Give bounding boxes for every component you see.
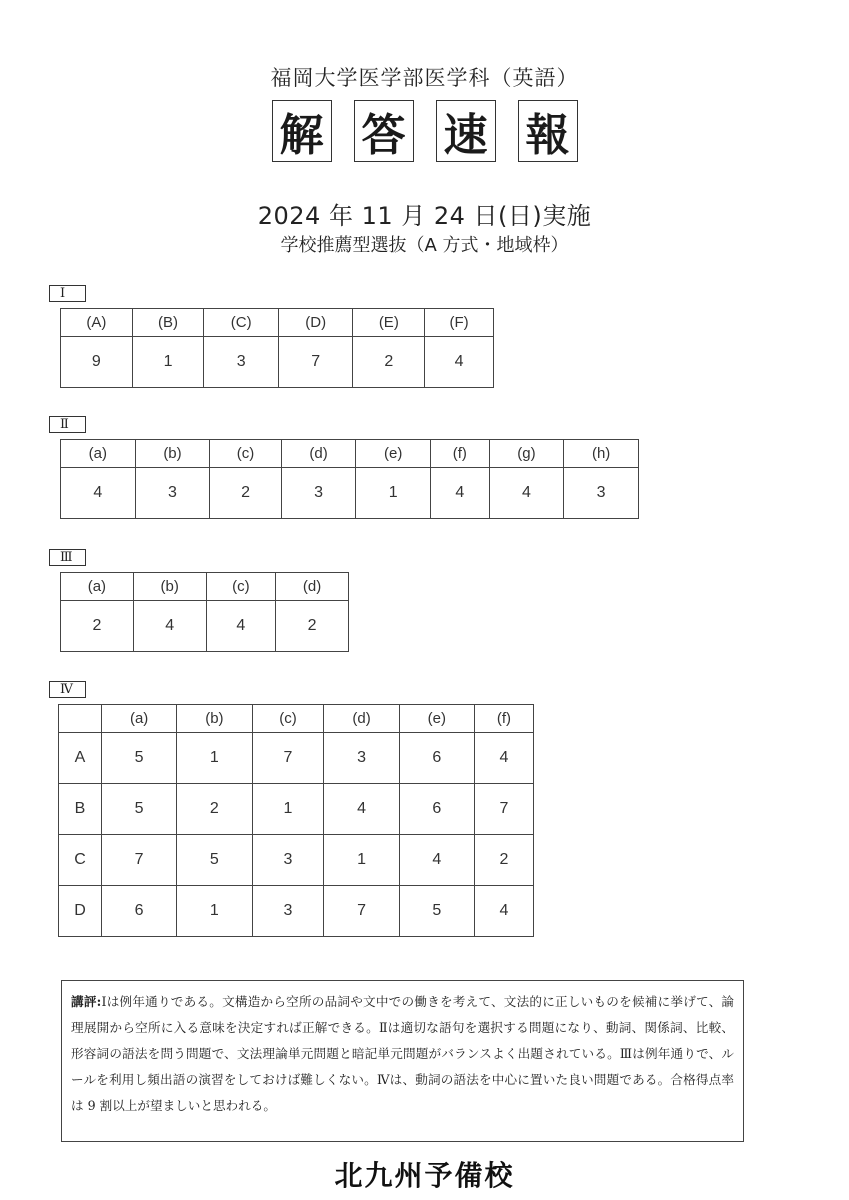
table-answer-row (61, 337, 494, 388)
section-2-label: Ⅱ (49, 416, 86, 433)
question-header: (F) (425, 309, 494, 337)
headline-char: 速 (436, 100, 496, 162)
answer-cell: 5 (399, 886, 474, 937)
answer-cell: 7 (324, 886, 399, 937)
answer-cell: 4 (425, 337, 494, 388)
answer-cell: 6 (399, 784, 474, 835)
answer-cell: 4 (206, 601, 276, 652)
question-header: (E) (353, 309, 425, 337)
answer-cell: 6 (399, 733, 474, 784)
answer-cell: 1 (177, 886, 252, 937)
question-header: (g) (489, 440, 564, 468)
row-label: C (59, 835, 102, 886)
section-1-table (60, 308, 494, 388)
question-header: (e) (356, 440, 431, 468)
question-header: (c) (252, 705, 324, 733)
exam-date: 2024 年 11 月 24 日(日)実施 (257, 202, 592, 230)
answer-cell: 7 (474, 784, 533, 835)
question-header: (d) (324, 705, 399, 733)
table-header-row (61, 573, 349, 601)
commentary-box (61, 980, 744, 1142)
table-row (59, 784, 534, 835)
answer-cell: 1 (324, 835, 399, 886)
answer-cell: 5 (102, 733, 177, 784)
question-header: (b) (177, 705, 252, 733)
table-header-row (61, 440, 639, 468)
headline-char: 報 (518, 100, 578, 162)
answer-cell: 4 (133, 601, 206, 652)
answer-cell: 5 (177, 835, 252, 886)
row-label: B (59, 784, 102, 835)
answer-cell: 7 (252, 733, 324, 784)
answer-cell: 1 (252, 784, 324, 835)
answer-cell: 3 (564, 468, 639, 519)
corner-cell (59, 705, 102, 733)
answer-cell: 2 (276, 601, 349, 652)
answer-cell: 4 (61, 468, 136, 519)
answer-cell: 3 (281, 468, 356, 519)
section-4-table (58, 704, 534, 937)
answer-cell: 4 (399, 835, 474, 886)
answer-cell: 7 (102, 835, 177, 886)
question-header: (d) (276, 573, 349, 601)
question-header: (a) (102, 705, 177, 733)
answer-cell: 4 (474, 886, 533, 937)
question-header: (c) (206, 573, 276, 601)
answer-cell: 4 (431, 468, 490, 519)
answer-cell: 3 (324, 733, 399, 784)
question-header: (f) (431, 440, 490, 468)
table-row (59, 733, 534, 784)
answer-cell: 3 (252, 835, 324, 886)
answer-cell: 2 (474, 835, 533, 886)
question-header: (a) (61, 573, 134, 601)
question-header: (D) (278, 309, 353, 337)
question-header: (f) (474, 705, 533, 733)
school-name: 北九州予備校 (334, 1159, 515, 1192)
answer-cell: 6 (102, 886, 177, 937)
section-4-label: Ⅳ (49, 681, 86, 698)
answer-cell: 1 (132, 337, 204, 388)
answer-cell: 4 (489, 468, 564, 519)
section-3-label: Ⅲ (49, 549, 86, 566)
headline-char: 答 (354, 100, 414, 162)
question-header: (b) (135, 440, 210, 468)
question-header: (A) (61, 309, 133, 337)
answer-cell: 2 (61, 601, 134, 652)
section-1-label: Ⅰ (49, 285, 86, 302)
answer-cell: 3 (252, 886, 324, 937)
answer-cell: 9 (61, 337, 133, 388)
table-answer-row (61, 468, 639, 519)
table-answer-row (61, 601, 349, 652)
question-header: (b) (133, 573, 206, 601)
answer-cell: 5 (102, 784, 177, 835)
table-row (59, 886, 534, 937)
answer-cell: 7 (278, 337, 353, 388)
selection-type: 学校推薦型選抜（A 方式・地域枠） (280, 235, 569, 256)
university-title: 福岡大学医学部医学科（英語） (270, 66, 579, 90)
question-header: (B) (132, 309, 204, 337)
answer-cell: 1 (356, 468, 431, 519)
answer-cell: 4 (324, 784, 399, 835)
question-header: (C) (204, 309, 279, 337)
answer-cell: 2 (177, 784, 252, 835)
answer-cell: 3 (135, 468, 210, 519)
headline-boxes (0, 100, 849, 162)
answer-cell: 2 (210, 468, 281, 519)
answer-cell: 4 (474, 733, 533, 784)
section-2-table (60, 439, 639, 519)
commentary-body: Ⅰは例年通りである。文構造から空所の品詞や文中での働きを考えて、文法的に正しいものを候補に挙げて、論理展開から空所に入る意味を決定すれば正解できる。Ⅱは適切な語句を選択する問題になり、動詞、関係詞、比較、形容詞の語法を問う問題で、文法理論単元問題と暗記単元問題がバランスよく出題されている。Ⅲは例年通りで、ルールを利用し頻出語の演習をしておけば難しくない。Ⅳは、動詞の語法を中心に置いた良い問題である。合格得点率は 9 割以上が望ましいと思われる。 (71, 994, 734, 1113)
commentary-title: 講評: (71, 994, 102, 1009)
question-header: (d) (281, 440, 356, 468)
answer-cell: 2 (353, 337, 425, 388)
question-header: (c) (210, 440, 281, 468)
question-header: (e) (399, 705, 474, 733)
headline-char: 解 (272, 100, 332, 162)
table-header-row (59, 705, 534, 733)
answer-cell: 1 (177, 733, 252, 784)
table-row (59, 835, 534, 886)
section-3-table (60, 572, 349, 652)
question-header: (a) (61, 440, 136, 468)
row-label: A (59, 733, 102, 784)
row-label: D (59, 886, 102, 937)
answer-cell: 3 (204, 337, 279, 388)
table-header-row (61, 309, 494, 337)
question-header: (h) (564, 440, 639, 468)
